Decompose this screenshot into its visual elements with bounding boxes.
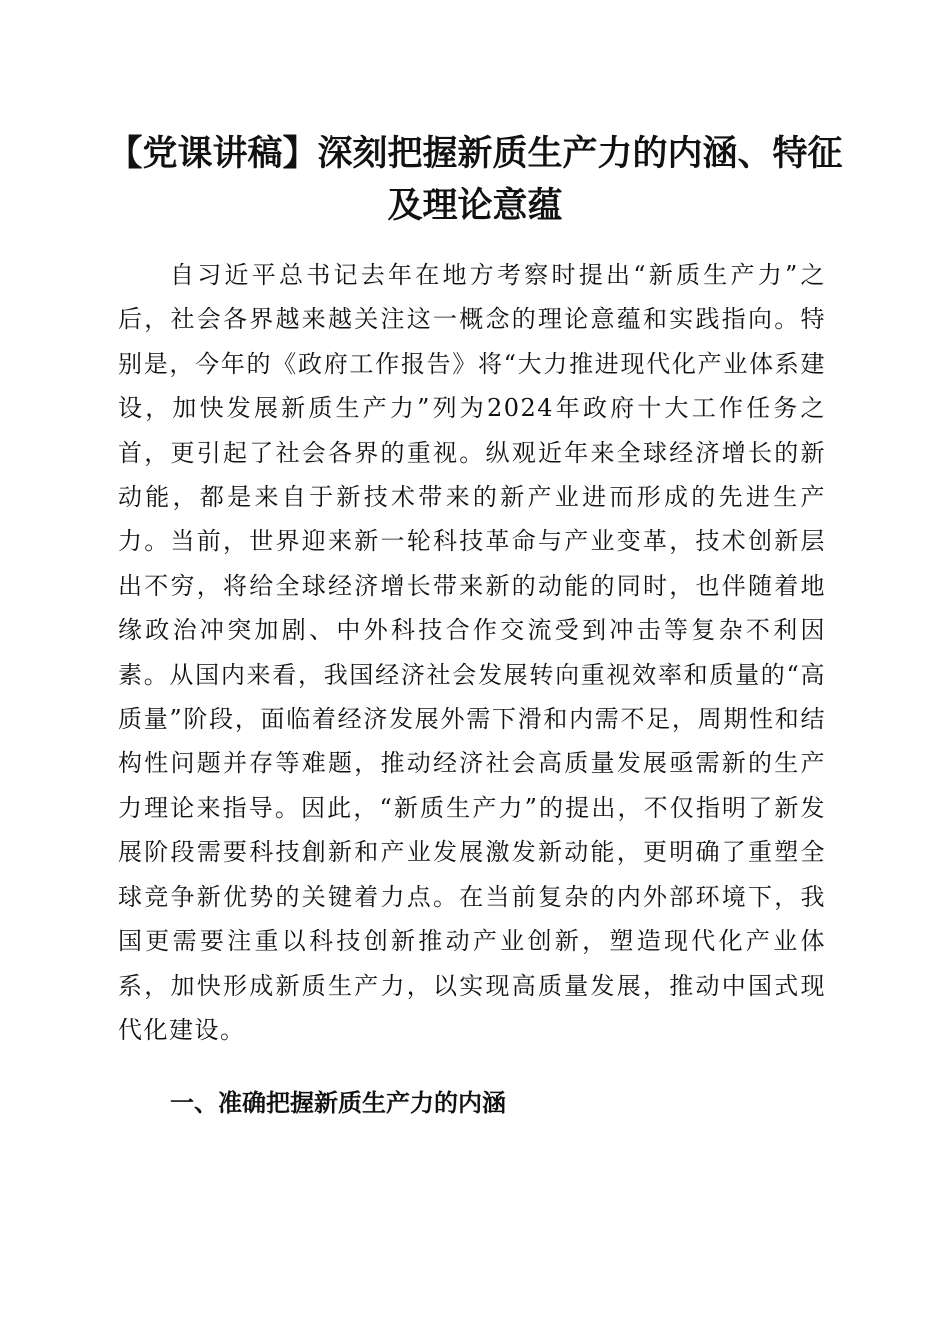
section-heading: 一、准确把握新质生产力的内涵 (170, 1089, 506, 1117)
document-title: 【党课讲稿】深刻把握新质生产力的内涵、特征及理论意蕴 (107, 134, 843, 226)
body-paragraph: 自习近平总书记去年在地方考察时提出“新质生产力”之后，社会各界越来越关注这一概念的理论意蕴和实践指向。特别是，今年的《政府工作报告》将“大力推进现代化产业体系建设，加快发展新质生产力”列为2024年政府十大工作任务之首，更引起了社会各界的重视。纵观近年来全球经济增长的新动能，都是来自于新技术带来的新产业进而形成的先进生产力。当前，世界迎来新一轮科技革命与产业变革，技术创新层出不穷，将给全球经济增长带来新的动能的同时，也伴随着地缘政治冲突加剧、中外科技合作交流受到冲击等复杂不利因素。从国内来看，我国经济社会发展转向重视效率和质量的“高质量”阶段，面临着经济发展外需下滑和内需不足，周期性和结构性问题并存等难题，推动经济社会高质量发展亟需新的生产力理论来指导。因此，“新质生产力”的提出，不仅指明了新发展阶段需要科技創新和产业发展激发新动能，更明确了重塑全球竞争新优势的关键着力点。在当前复杂的内外部环境下，我国更需要注重以科技创新推动产业创新，塑造现代化产业体系，加快形成新质生产力，以实现高质量发展，推动中国式现代化建设。 (118, 261, 826, 1044)
